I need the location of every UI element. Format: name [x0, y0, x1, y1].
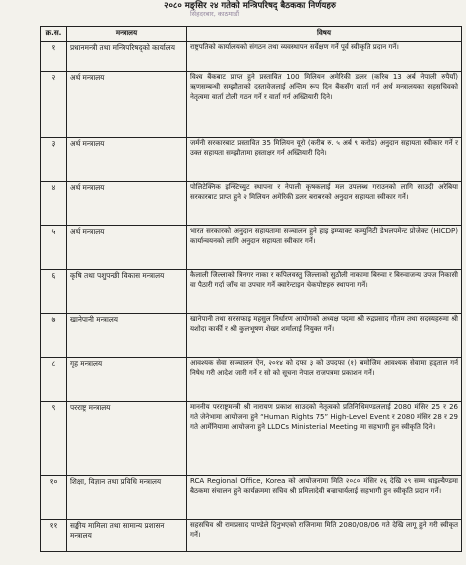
office-stamp: सिंहदरबार, काठमाडौं [190, 10, 240, 18]
table-row [41, 270, 462, 314]
table-row [41, 72, 462, 138]
ministry-cell: कृषि तथा पशुपन्छी विकास मन्त्रालय [67, 270, 187, 314]
table-header-row [41, 27, 462, 42]
subject-cell: आवश्यक सेवा सञ्चालन ऐन, २०१४ को दफा ३ को उपदफा (१) बमोजिम आवश्यक सेवामा हड्ताल गर्न निषेध गरी आदेश जारी गर्ने र सो को सूचना नेपाल राजपत्रमा प्रकाशन गर्ने। [187, 358, 462, 402]
ministry-cell: प्रधानमन्त्री तथा मन्त्रिपरिषद्को कार्यालय [67, 42, 187, 72]
table-row [41, 182, 462, 226]
page-title: २०८० मङ्सिर २४ गतेको मन्त्रिपरिषद् बैठकका निर्णयहरु [164, 1, 336, 11]
subject-cell: RCA Regional Office, Korea को आयोजनामा मिति २०८० मंसिर २६ देखि २९ सम्म थाइल्यैण्डमा बैठकमा संचालन हुने कार्यक्रममा सचिव श्री प्रमिलादेवी बज्राचार्यलाई सहभागी हुन स्वीकृति प्रदान गर्ने। [187, 476, 462, 520]
serial-cell: ५ [41, 226, 67, 270]
table-row [41, 226, 462, 270]
ministry-cell: गृह मन्त्रालय [67, 358, 187, 402]
subject-cell: सहसचिव श्री रामप्रसाद पाण्डेले दिनुभएको राजिनामा मिति 2080/08/06 गते देखि लागू हुने गरी स्वीकृत गर्ने। [187, 520, 462, 552]
ministry-cell: शिक्षा, विज्ञान तथा प्रविधि मन्त्रालय [67, 476, 187, 520]
decisions-table [40, 26, 462, 552]
ministry-cell: परराष्ट्र मन्त्रालय [67, 402, 187, 476]
table-row [41, 476, 462, 520]
subject-cell: राष्ट्रपतिको कार्यालयको संगठन तथा व्यवस्थापन सर्वेक्षण गर्ने पूर्व स्वीकृति प्रदान गर्ने। [187, 42, 462, 72]
ministry-cell: खानेपानी मन्त्रालय [67, 314, 187, 358]
serial-cell: ७ [41, 314, 67, 358]
subject-cell: कैलाली जिल्लाको त्रिनगर नाका र कपिलवस्तु जिल्लाको सुठौली नाकामा बिरुवा र बिरुवाजन्य उपज निकासी वा पैठारी गर्दा जाँच वा उपचार गर्ने क्वारेन्टाइन चेकपोष्टहरु स्थापना गर्ने। [187, 270, 462, 314]
serial-cell: ६ [41, 270, 67, 314]
serial-cell: ८ [41, 358, 67, 402]
table-row [41, 520, 462, 552]
serial-cell: ३ [41, 138, 67, 182]
serial-cell: ९ [41, 402, 67, 476]
serial-cell: १० [41, 476, 67, 520]
serial-cell: ११ [41, 520, 67, 552]
column-header-ministry: मन्त्रालय [67, 27, 187, 42]
subject-cell: भारत सरकारको अनुदान सहायतामा सञ्चालन हुने हाइ इम्प्याक्ट कम्युनिटी डेभलपमेन्ट प्रोजेक्ट (HICDP) कार्यान्वयनको लागि अनुदान सहायता स्वीकार गर्ने। [187, 226, 462, 270]
table-row [41, 402, 462, 476]
ministry-cell: अर्थ मन्त्रालय [67, 138, 187, 182]
table-row [41, 138, 462, 182]
table-row [41, 358, 462, 402]
table-row [41, 42, 462, 72]
serial-cell: २ [41, 72, 67, 138]
ministry-cell: अर्थ मन्त्रालय [67, 226, 187, 270]
serial-cell: १ [41, 42, 67, 72]
subject-cell: जर्मनी सरकारबाट प्रस्तावित 35 मिलियन यूरो (करीब रु. ५ अर्ब ९ करोड) अनुदान सहायता स्वीकार गर्ने र उक्त सहायता सम्झौतामा हस्ताक्षर गर्न अख्तियारी दिने। [187, 138, 462, 182]
table-row [41, 314, 462, 358]
column-header-serial: क्र.स. [41, 27, 67, 42]
serial-cell: ४ [41, 182, 67, 226]
subject-cell: माननीय परराष्ट्रमन्त्री श्री नारायण प्रकाश साउदको नेतृत्वको प्रतिनिधिमण्डललाई 2080 मंसिर 25 र 26 गते जेनेभामा आयोजना हुने “Human Rights 75” High-Level Event र 2080 मंसिर 28 र 29 गते आर्मेनियामा आयोजना हुने LLDCs Ministerial Meeting मा सहभागी हुन स्वीकृति दिने। [187, 402, 462, 476]
ministry-cell: अर्थ मन्त्रालय [67, 182, 187, 226]
subject-cell: विश्व बैंकबाट प्राप्त हुने प्रस्तावित 100 मिलियन अमेरिकी डलर (करिब 13 अर्ब नेपाली रुपैयाँ) ऋणसम्बन्धी सम्झौताको दस्तावेजलाई अन्तिम रूप दिन बैंकसँग वार्ता गर्न अर्थ मन्त्रालयका सहसचिवको नेतृत्वमा वार्ता टोली गठन गर्ने र वार्ता गर्न अख्तियारी दिने। [187, 72, 462, 138]
subject-cell: पोलिटेक्निक इन्स्टिच्युट स्थापना र नेपाली कृषकलाई मल उपलब्ध गराउनको लागि साउदी अरेबिया सरकारबाट प्राप्त हुने २ मिलियन अमेरिकी डलर बराबरको अनुदान सहायता स्वीकार गर्ने। [187, 182, 462, 226]
ministry-cell: सङ्घीय मामिला तथा सामान्य प्रशासन मन्त्रालय [67, 520, 187, 552]
ministry-cell: अर्थ मन्त्रालय [67, 72, 187, 138]
document-header [40, 0, 460, 26]
column-header-subject: विषय [187, 27, 462, 42]
subject-cell: खानेपानी तथा सरसफाइ महसुल निर्धारण आयोगको अध्यक्ष पदमा श्री रुद्रप्रसाद गौतम तथा सदस्यहरुमा श्री यशोदा कार्की र श्री कुलभूषण शेखर शर्मालाई नियुक्त गर्ने। [187, 314, 462, 358]
